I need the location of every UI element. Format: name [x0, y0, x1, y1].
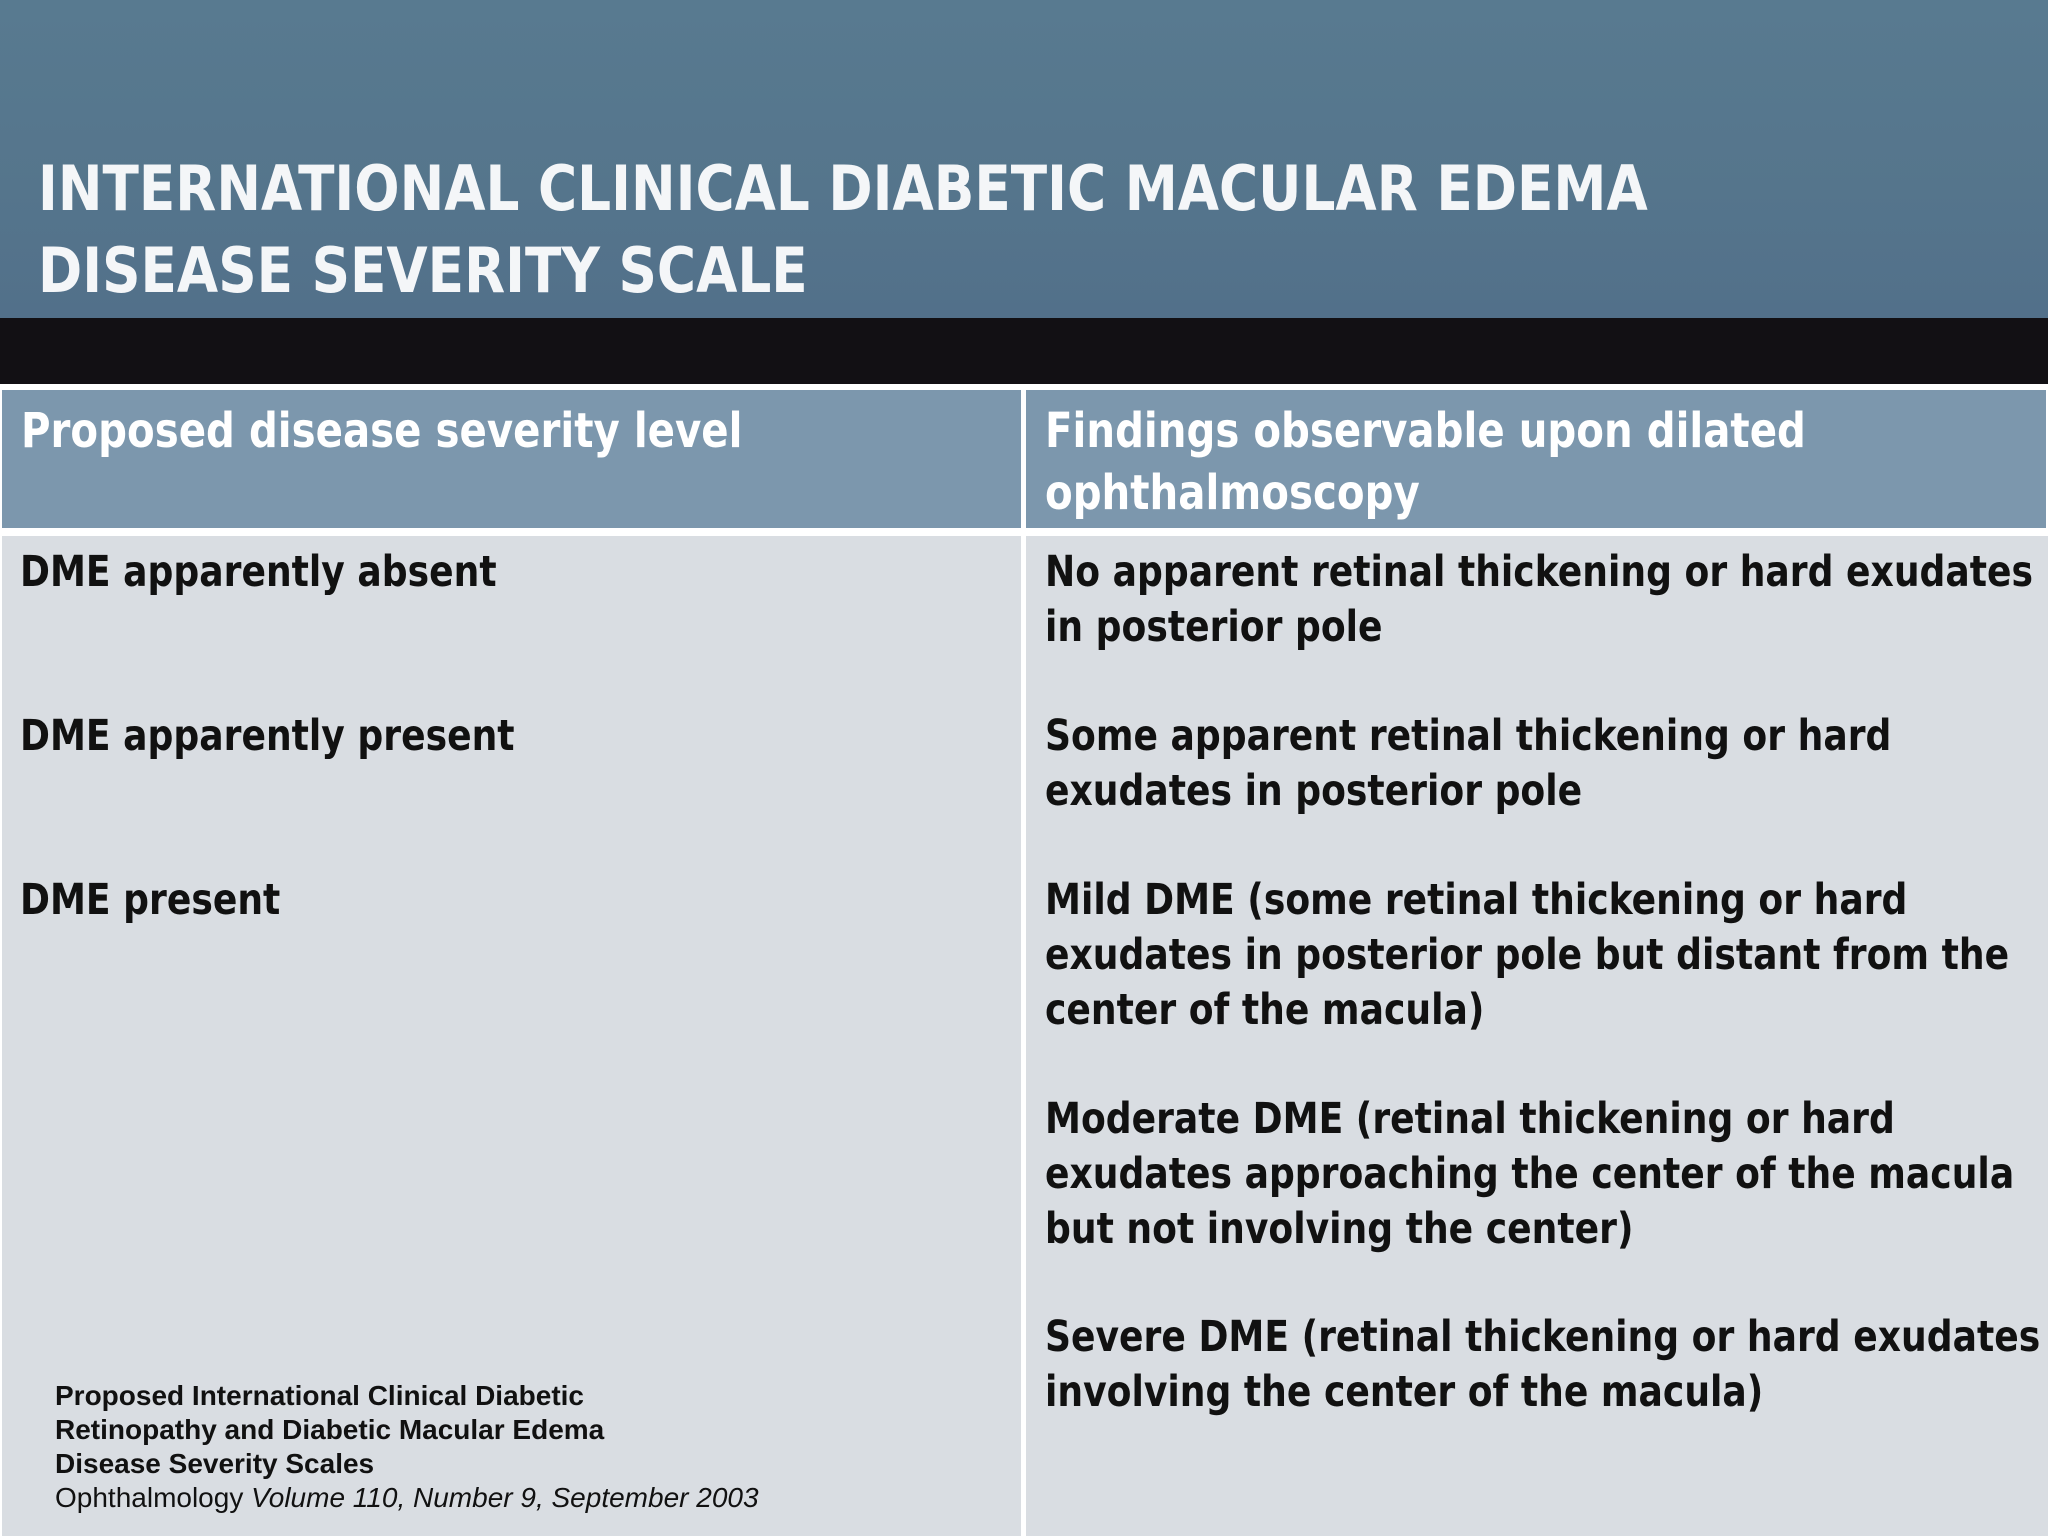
slide-title — [38, 148, 1672, 312]
source-citation — [55, 1379, 955, 1515]
finding-some-thickening: Some apparent retinal thickening or hard exudates in posterior pole — [1045, 711, 1892, 816]
finding-severe-dme: Severe DME (retinal thickening or hard exudates involving the center of the macula) — [1045, 1312, 2041, 1417]
level-dme-absent: DME apparently absent — [20, 547, 497, 597]
finding-mild-dme: Mild DME (some retinal thickening or hard exudates in posterior pole but distant from the center of the macula) — [1045, 875, 2010, 1035]
header-severity-level: Proposed disease severity level — [21, 403, 743, 459]
citation-journal: Ophthalmology — [55, 1482, 244, 1513]
citation-line-3: Disease Severity Scales — [55, 1448, 375, 1479]
slide-title-line-1: INTERNATIONAL CLINICAL DIABETIC MACULAR EDEMA — [38, 152, 1648, 225]
citation-volume: Volume 110, Number 9, September 2003 — [251, 1482, 759, 1513]
level-dme-apparently-present: DME apparently present — [20, 711, 515, 761]
table-header-row — [2, 390, 2046, 528]
citation-line-2: Retinopathy and Diabetic Macular Edema — [55, 1414, 605, 1445]
finding-moderate-dme: Moderate DME (retinal thickening or hard exudates approaching the center of the macula but not involving the center) — [1045, 1094, 2015, 1254]
citation-line-1: Proposed International Clinical Diabetic — [55, 1380, 584, 1411]
header-findings: Findings observable upon dilated ophthalmoscopy — [1045, 403, 1806, 521]
level-dme-present: DME present — [20, 875, 281, 925]
header-cell-findings — [1026, 390, 2046, 528]
slide-title-line-2: DISEASE SEVERITY SCALE — [38, 234, 808, 307]
dark-divider-band — [0, 318, 2048, 384]
header-cell-severity — [2, 390, 1021, 528]
finding-no-thickening: No apparent retinal thickening or hard exudates in posterior pole — [1045, 547, 2034, 652]
